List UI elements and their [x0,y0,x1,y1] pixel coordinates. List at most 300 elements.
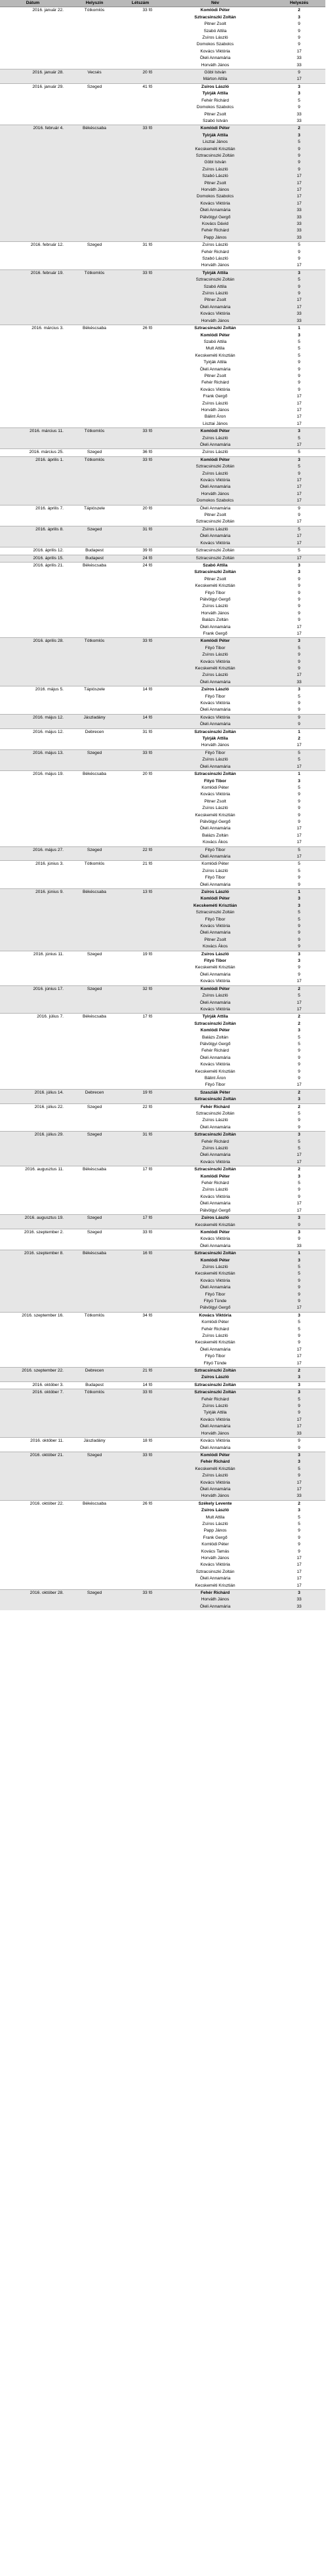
headcount-cell: 31 fő [123,242,157,249]
rank-cell: 9 [298,1340,300,1345]
place-cell [66,1493,123,1500]
date-cell [0,1535,66,1541]
date-cell: 2016. szeptember 22. [0,1368,66,1375]
date-cell: 2016. augusztus 19. [0,1215,66,1222]
table-row [0,1466,325,1473]
place-cell [66,41,123,48]
date-cell [0,652,66,658]
headcount-cell [123,1555,157,1562]
rank-cell: 3 [298,1508,300,1513]
rank-cell: 5 [298,1521,300,1526]
rank-cell: 9 [273,714,325,721]
table-row [0,1014,325,1021]
date-cell [0,1000,66,1006]
place-cell [66,1174,123,1180]
table-row [0,332,325,339]
place-cell [66,1459,123,1465]
table-row [0,1258,325,1264]
date-cell [0,484,66,490]
place-cell [66,235,123,242]
date-cell [0,1515,66,1521]
date-cell: 2016. március 11. [0,428,66,435]
date-cell [0,1278,66,1284]
headcount-cell: 17 fő [123,1166,157,1174]
headcount-cell [123,930,157,936]
date-cell [0,367,66,373]
rank-cell: 5 [273,139,325,146]
name-cell: Kovács Viktória [200,49,230,54]
rank-cell: 17 [273,1000,325,1006]
table-row [0,1596,325,1603]
headcount-cell [123,943,157,951]
place-cell [66,1258,123,1264]
name-cell: Zsíros László [202,1187,228,1193]
name-cell: Zsíros László [201,1508,230,1513]
table-row [0,1445,325,1452]
rank-cell: 17 [273,1480,325,1486]
rank-cell: 5 [273,449,325,456]
headcount-cell [123,700,157,707]
rank-cell: 9 [273,1222,325,1229]
header-place: Helyszín [66,0,123,7]
rank-cell: 17 [297,407,302,412]
headcount-cell [123,736,157,742]
date-cell [0,132,66,139]
name-cell: Kecskeméti Krisztián [157,665,273,672]
name-cell: Tyirják Attila [157,1410,273,1416]
headcount-cell [123,764,157,771]
name-cell: Komlódi Péter [200,1028,230,1033]
headcount-cell [123,311,157,317]
name-cell: Horváth János [201,610,230,616]
name-cell: Kecskeméti Krisztián [157,146,273,153]
rank-cell: 3 [298,959,300,964]
date-cell [0,854,66,861]
place-cell [66,1507,123,1514]
name-cell: Fityó Tibor [157,645,273,652]
headcount-cell [123,1041,157,1048]
rank-cell: 17 [273,304,325,311]
table-row [0,672,325,679]
name-cell: Horváth János [157,1596,273,1603]
place-cell [66,1145,123,1152]
date-cell [0,435,66,442]
table-row [0,590,325,597]
name-cell: Kovács Viktória [157,1480,273,1486]
date-cell [0,1117,66,1124]
headcount-cell [123,1021,157,1027]
name-cell: Kovács Viktória [200,979,230,984]
place-cell: Békéscsaba [66,1250,123,1258]
date-cell [0,937,66,943]
place-cell [66,1236,123,1242]
rank-cell: 17 [273,484,325,490]
date-cell [0,757,66,763]
headcount-cell [123,721,157,728]
place-cell [66,256,123,262]
date-cell [0,62,66,69]
headcount-cell [123,387,157,393]
date-cell [0,98,66,104]
rank-cell: 17 [297,1569,302,1574]
headcount-cell [123,778,157,785]
rank-cell: 9 [273,652,325,658]
table-row [0,736,325,742]
rank-cell: 2 [273,1014,325,1021]
date-cell [0,353,66,359]
headcount-cell [123,785,157,791]
name-cell: Öleli Annamária [199,1347,231,1352]
name-cell: Fityó Tibor [205,1082,226,1088]
place-cell [66,1575,123,1582]
rank-cell: 17 [273,1486,325,1493]
table-row [0,624,325,631]
name-cell: Zsíros László [202,1118,228,1123]
date-cell [0,825,66,832]
rank-cell: 9 [298,360,300,365]
name-cell: Öleli Annamária [199,56,231,61]
date-cell [0,645,66,652]
name-cell: Kecskeméti Krisztián [195,1583,236,1588]
headcount-cell [123,825,157,832]
table-row [0,972,325,978]
headcount-cell: 39 fő [123,547,157,555]
rank-cell: 17 [297,840,302,845]
table-row [0,825,325,832]
name-cell: Zsíros László [157,1264,273,1271]
date-cell [0,193,66,200]
rank-cell: 9 [273,1410,325,1416]
date-cell [0,1111,66,1117]
table-row [0,180,325,187]
headcount-cell [123,1117,157,1124]
place-cell [66,742,123,749]
table-row [0,958,325,964]
place-cell [66,49,123,55]
headcount-cell: 14 fő [123,686,157,694]
name-cell: Öleli Annamária [157,207,273,214]
table-row [0,1048,325,1054]
headcount-cell: 34 fő [123,1312,157,1319]
headcount-cell [123,1347,157,1353]
place-cell [66,193,123,200]
headcount-cell [123,146,157,153]
name-cell: Pálvölgyi Gergő [199,819,231,824]
headcount-cell [123,421,157,428]
rank-cell: 3 [298,570,300,575]
table-row [0,1417,325,1423]
place-cell [66,1055,123,1061]
table-row [0,1103,325,1111]
headcount-cell [123,1006,157,1014]
table-row [0,159,325,166]
table-row [0,909,325,916]
headcount-cell [123,694,157,700]
rank-cell: 5 [298,785,300,790]
date-cell [0,159,66,166]
place-cell [66,1374,123,1381]
place-cell: Jászladány [66,1438,123,1445]
name-cell: Öleli Annamária [199,882,231,887]
headcount-cell [123,90,157,97]
table-row [0,435,325,442]
headcount-cell [123,346,157,352]
place-cell [66,1200,123,1207]
headcount-cell [123,235,157,242]
table-row [0,393,325,400]
date-cell [0,603,66,610]
table-row [0,498,325,505]
name-cell: Szabó Attila [157,284,273,290]
place-cell [66,1117,123,1124]
headcount-cell [123,221,157,228]
name-cell: Kecskeméti Krisztián [157,903,273,909]
name-cell: Sztracsinszki Zoltán [157,728,273,736]
table-row [0,442,325,449]
headcount-cell: 26 fő [123,325,157,332]
headcount-cell: 33 fő [123,638,157,645]
headcount-cell: 14 fő [123,714,157,721]
name-cell: Szabó István [202,118,228,123]
place-cell [66,380,123,386]
headcount-cell: 24 fő [123,555,157,562]
table-row [0,540,325,547]
headcount-cell [123,1397,157,1403]
place-cell [66,721,123,728]
rank-cell: 9 [273,721,325,728]
rank-cell: 2 [273,1166,325,1174]
rank-cell: 17 [273,477,325,484]
rank-cell: 33 [273,1431,325,1438]
table-row [0,104,325,111]
date-cell [0,583,66,589]
name-cell: Zsíros László [157,1215,273,1222]
table-row [0,249,325,256]
table-row [0,1500,325,1507]
date-cell [0,819,66,825]
date-cell [0,256,66,262]
table-row [0,1271,325,1277]
date-cell [0,318,66,325]
name-cell: Kovács Viktória [157,1159,273,1166]
name-cell: Sztracsinszki Zoltán [157,464,273,470]
date-cell [0,533,66,540]
rank-cell: 33 [273,311,325,317]
name-cell: Kovács Tamás [201,1549,230,1554]
rank-cell: 17 [273,1417,325,1423]
date-cell [0,1521,66,1528]
rank-cell: 5 [298,694,300,699]
headcount-cell [123,1339,157,1346]
date-cell [0,76,66,83]
headcount-cell [123,318,157,325]
headcount-cell [123,290,157,297]
headcount-cell [123,896,157,902]
place-cell [66,187,123,193]
headcount-cell [123,393,157,400]
place-cell: Békéscsaba [66,889,123,896]
rank-cell: 33 [273,679,325,686]
table-row [0,875,325,881]
rank-cell: 9 [273,923,325,930]
place-cell [66,228,123,234]
results-body [0,7,325,1610]
name-cell: Komlódi Péter [157,985,273,993]
date-cell [0,1305,66,1312]
date-cell [0,569,66,576]
name-cell: Horváth János [201,407,230,412]
place-cell [66,778,123,785]
name-cell: Frank Gergő [203,394,228,399]
date-cell [0,1417,66,1423]
rank-cell: 9 [298,1334,300,1338]
name-cell: Komlódi Péter [201,1542,229,1547]
name-cell: Zsíros László [157,672,273,679]
table-row [0,221,325,228]
name-cell: Zsíros László [202,604,228,609]
place-cell: Tótkomlós [66,638,123,645]
place-cell [66,146,123,153]
headcount-cell [123,540,157,547]
rank-cell: 17 [273,76,325,83]
table-row [0,519,325,526]
place-cell [66,1048,123,1054]
headcount-cell [123,1515,157,1521]
table-row [0,1298,325,1305]
place-cell [66,1486,123,1493]
table-row [0,187,325,193]
rank-cell: 5 [298,339,300,344]
date-cell [0,993,66,999]
name-cell: Sztracsinszki Zoltán [195,519,235,525]
rank-cell: 17 [273,854,325,861]
date-cell [0,917,66,923]
headcount-cell [123,180,157,187]
headcount-cell [123,14,157,21]
date-cell [0,1528,66,1534]
name-cell: Kecskeméti Krisztián [195,353,236,358]
table-row [0,173,325,180]
table-row [0,1360,325,1368]
table-row [0,1264,325,1271]
table-row [0,318,325,325]
headcount-cell [123,1466,157,1473]
headcount-cell: 33 fő [123,1229,157,1236]
table-row [0,464,325,470]
place-cell: Szeged [66,449,123,456]
place-cell [66,1480,123,1486]
place-cell [66,401,123,407]
date-cell [0,958,66,964]
headcount-cell [123,964,157,971]
rank-cell: 9 [298,1445,300,1450]
table-row [0,449,325,456]
place-cell: Tótkomlós [66,1389,123,1397]
name-cell: Pitner Zsolt [204,111,226,117]
place-cell [66,923,123,930]
date-cell [0,235,66,242]
place-cell [66,207,123,214]
name-cell: Öleli Annamária [199,1576,231,1581]
rank-cell: 2 [273,1368,325,1375]
name-cell: Öleli Annamária [157,1284,273,1291]
place-cell [66,617,123,624]
name-cell: Horváth János [157,318,273,325]
place-cell [66,993,123,999]
headcount-cell: 33 fő [123,7,157,14]
name-cell: Papp János [203,1528,227,1534]
rank-cell: 9 [273,665,325,672]
headcount-cell [123,118,157,125]
name-cell: Kecskeméti Krisztián [157,1222,273,1229]
headcount-cell [123,993,157,999]
rank-cell: 2 [298,1021,300,1026]
date-cell [0,923,66,930]
date-cell [0,903,66,909]
name-cell: Öleli Annamária [157,854,273,861]
headcount-cell [123,1360,157,1368]
headcount-cell [123,442,157,449]
date-cell: 2016. augusztus 11. [0,1166,66,1174]
table-row [0,889,325,896]
place-cell [66,700,123,707]
name-cell: Lisztai János [157,139,273,146]
rank-cell: 9 [298,256,300,262]
headcount-cell [123,339,157,346]
place-cell: Békéscsaba [66,1014,123,1021]
table-row [0,125,325,132]
headcount-cell [123,917,157,923]
rank-cell: 17 [297,1347,302,1352]
date-cell [0,1075,66,1082]
name-cell: Öleli Annamária [157,1152,273,1159]
headcount-cell: 21 fő [123,861,157,868]
place-cell [66,707,123,714]
rank-cell: 9 [298,701,300,706]
date-cell [0,805,66,812]
headcount-cell [123,1027,157,1034]
table-row [0,242,325,249]
name-cell: Kovács Ákos [157,943,273,951]
name-cell: Domokos Szabolcs [157,193,273,200]
table-row [0,846,325,854]
table-row [0,7,325,14]
place-cell [66,1360,123,1368]
table-row [0,1549,325,1555]
name-cell: Kovács Viktória [200,701,230,706]
name-cell: Komlódi Péter [201,1320,229,1325]
rank-cell: 3 [273,1096,325,1103]
rank-cell: 33 [273,1604,325,1610]
headcount-cell [123,757,157,763]
name-cell: Sztracsinszki Zoltán [157,1250,273,1258]
date-cell: 2016. július 29. [0,1132,66,1139]
table-row [0,49,325,55]
headcount-cell [123,1535,157,1541]
rank-cell: 5 [273,1145,325,1152]
headcount-cell [123,1208,157,1215]
headcount-cell [123,1353,157,1360]
name-cell: Öleli Annamária [199,1243,231,1248]
table-row [0,262,325,269]
name-cell: Fehér Richárd [201,1181,229,1186]
table-row [0,201,325,207]
date-cell [0,972,66,978]
headcount-cell [123,882,157,889]
place-cell: Szeged [66,951,123,958]
date-cell [0,1145,66,1152]
rank-cell: 5 [273,846,325,854]
